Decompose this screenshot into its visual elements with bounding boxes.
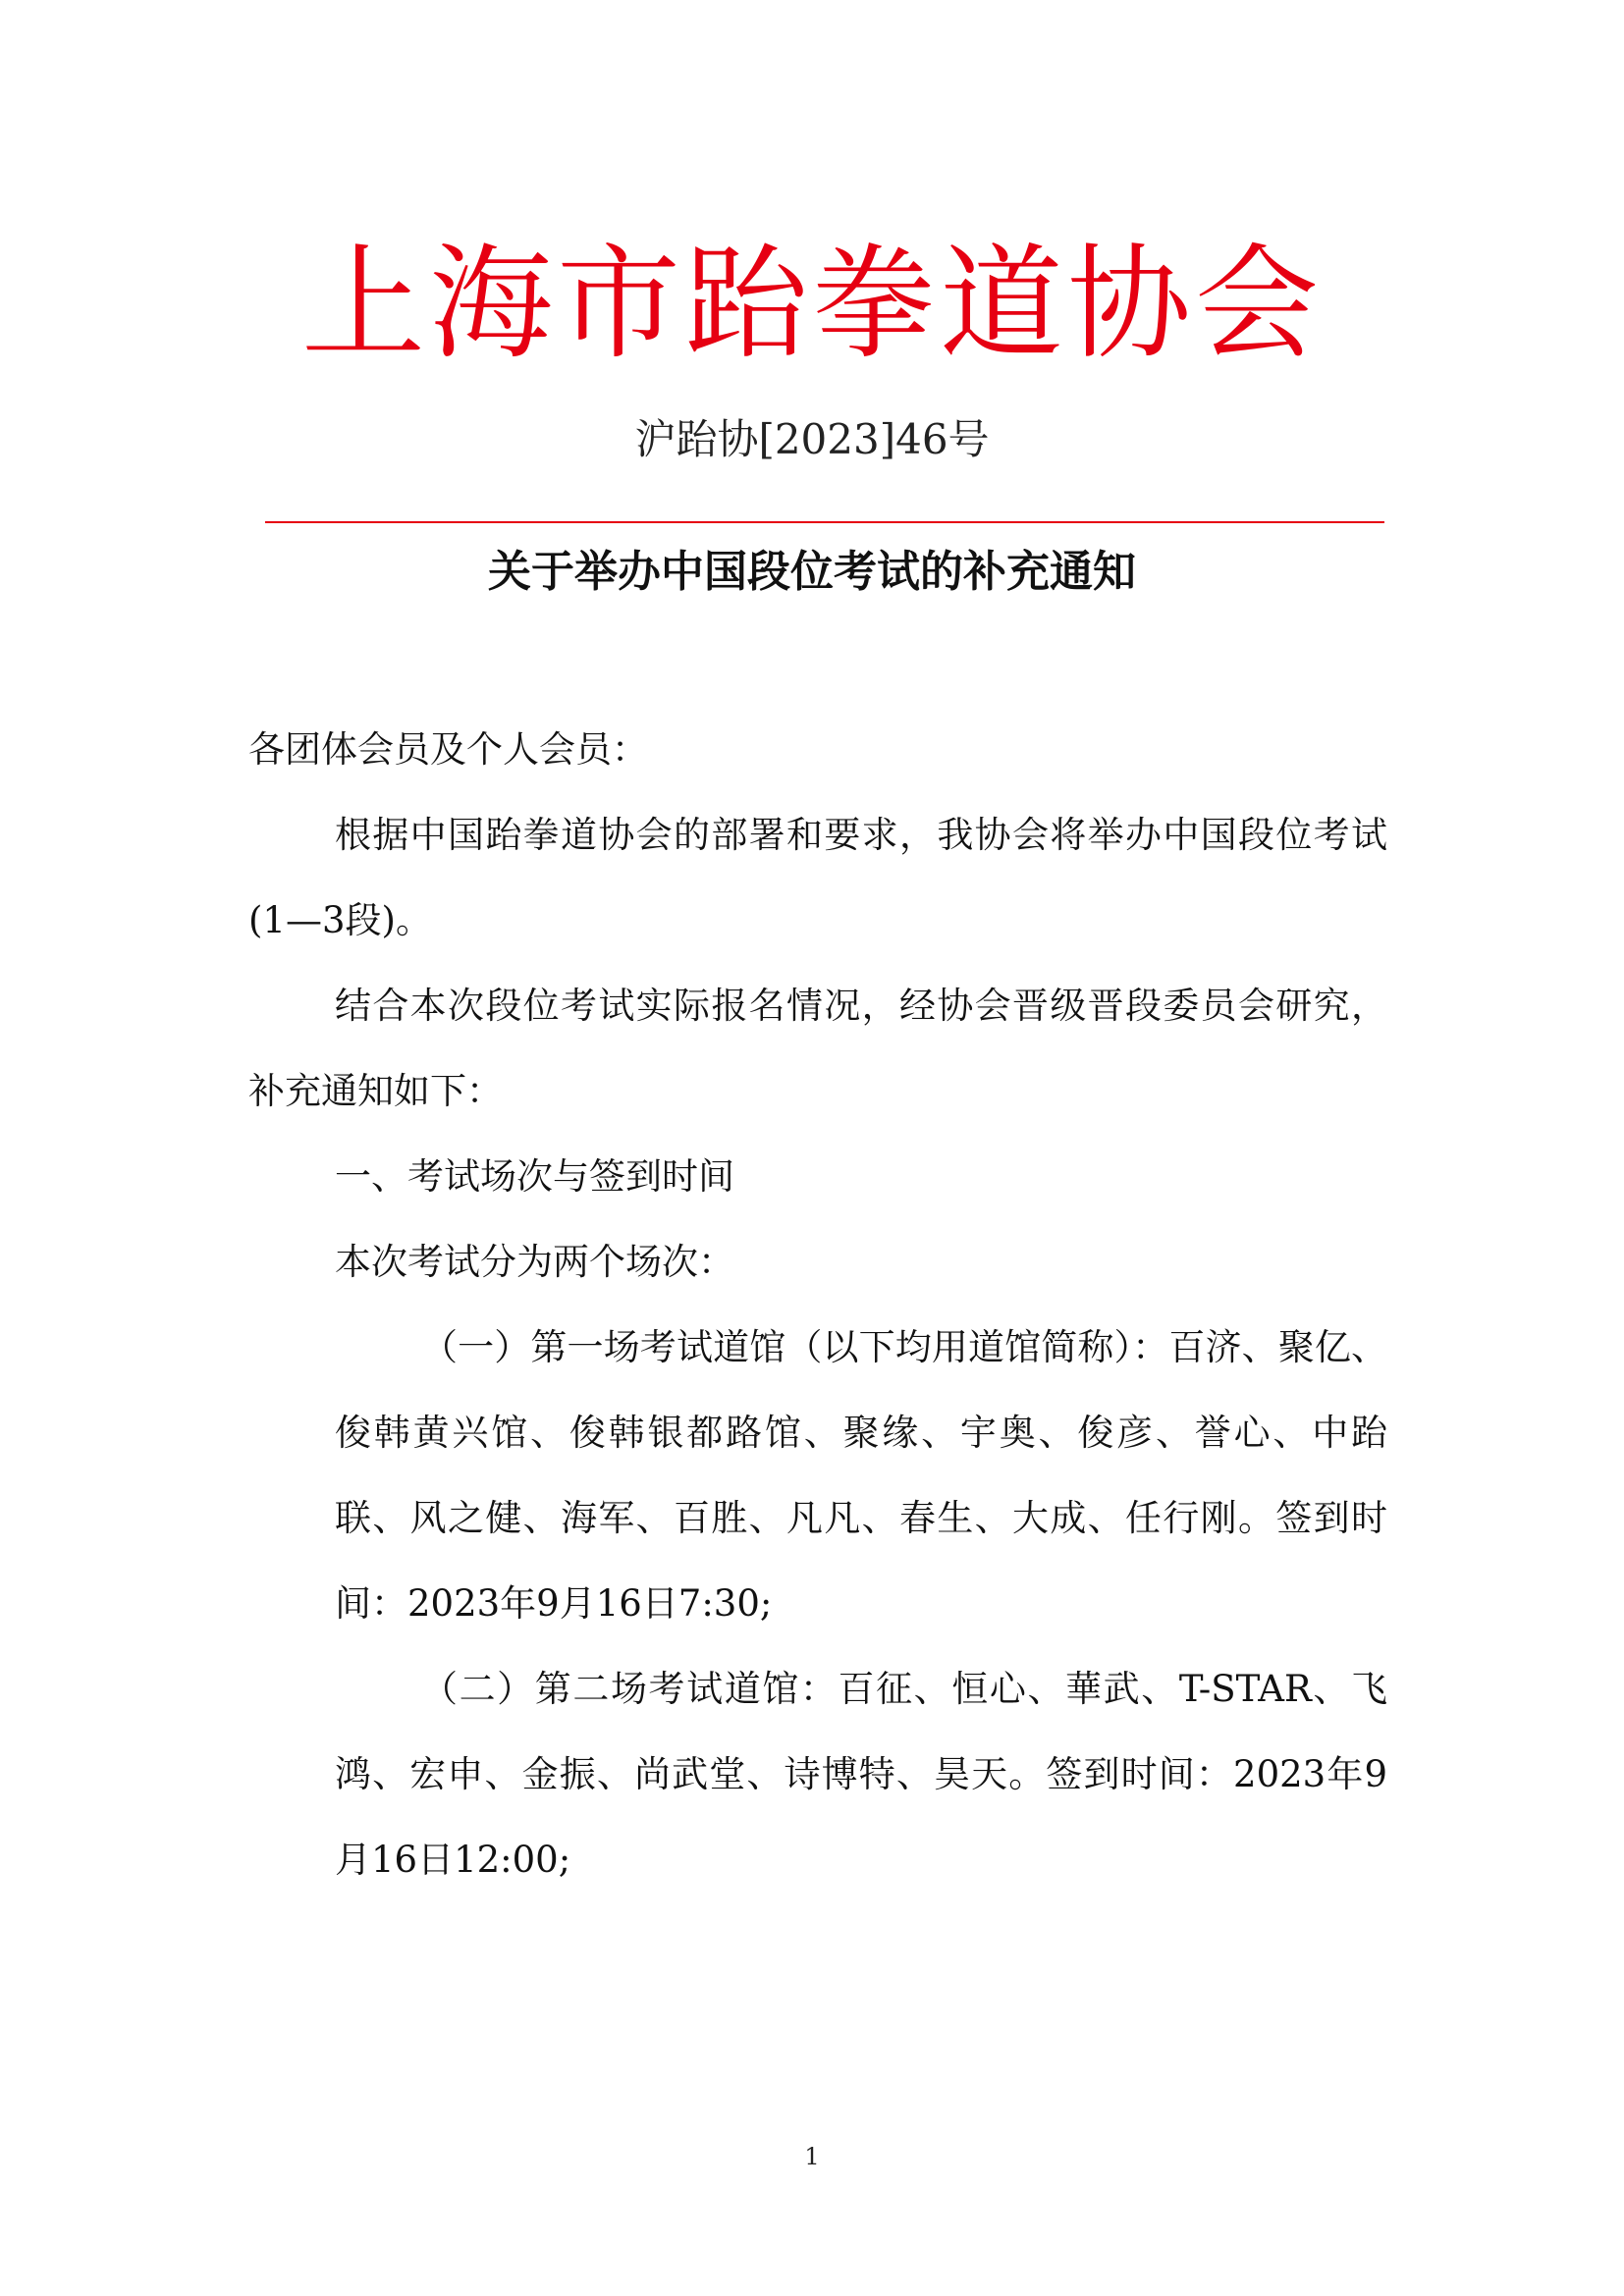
- section-heading-exam-sessions: 一、考试场次与签到时间: [335, 1155, 734, 1198]
- document-body: [248, 707, 1387, 1902]
- document-title: 关于举办中国段位考试的补充通知: [488, 547, 1136, 597]
- paragraph-supplement: 结合本次段位考试实际报名情况，经协会晋级晋段委员会研究，补充通知如下：: [248, 985, 1387, 1112]
- paragraph-basis: 根据中国跆拳道协会的部署和要求，我协会将举办中国段位考试(1—3段)。: [248, 814, 1387, 941]
- session-one-details: （一）第一场考试道馆（以下均用道馆简称）：百济、聚亿、俊韩黄兴馆、俊韩银都路馆、聚缘、宇奥、俊彦、誉心、中跆联、风之健、海军、百胜、凡凡、春生、大成、任行刚。签到时间：2023年9月16日7:30;: [335, 1326, 1387, 1625]
- document-number: 沪跆协[2023]46号: [634, 415, 990, 463]
- red-divider-line: [265, 521, 1384, 523]
- session-two-details: （二）第二场考试道馆：百征、恒心、華武、T-STAR、飞鸿、宏申、金振、尚武堂、诗博特、昊天。签到时间：2023年9月16日12:00;: [335, 1668, 1387, 1881]
- page-number: 1: [804, 2143, 820, 2170]
- organization-header: 上海市跆拳道协会: [301, 232, 1323, 376]
- section-intro: 本次考试分为两个场次：: [335, 1241, 734, 1283]
- salutation: 各团体会员及个人会员：: [248, 728, 648, 771]
